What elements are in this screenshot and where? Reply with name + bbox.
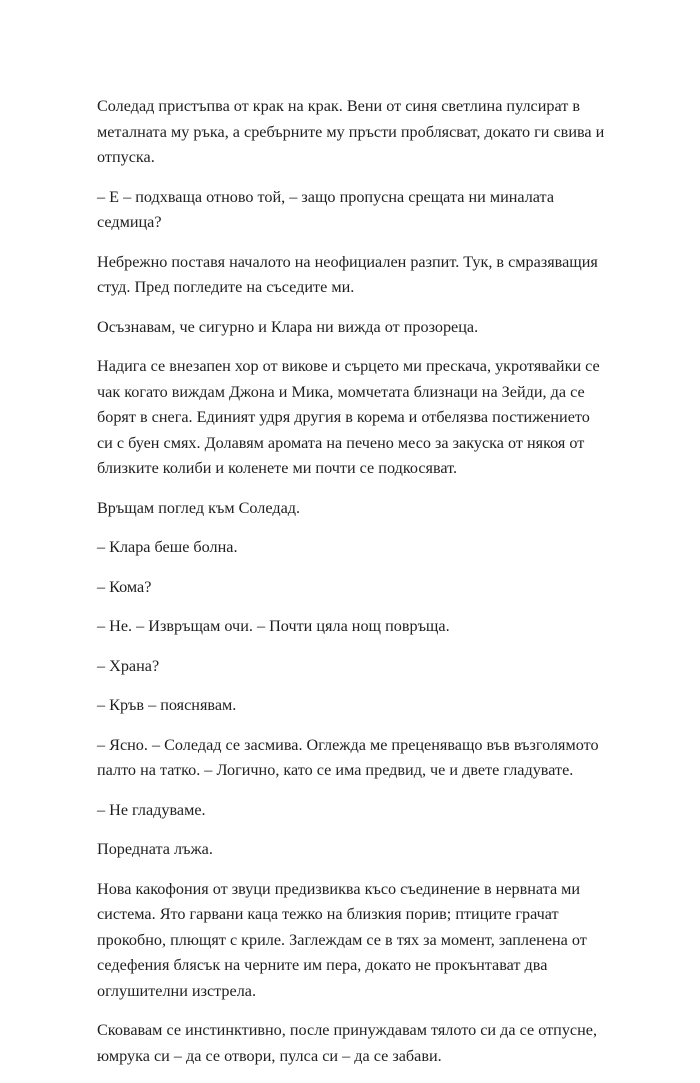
paragraph: – Кома?	[97, 577, 152, 596]
paragraph: – Храна?	[97, 656, 160, 675]
paragraph: Нова какофония от звуци предизвиква късо съединение в нервната ми система. Ято гарвани каца тежко на близкия порив; птиците грачат прокобно, плющят с криле. Заглеждам се в тях за момент, запленена от седефения блясък на черните им пера, докато не прокънтават два оглушителни изстрела.	[97, 879, 587, 1000]
text-body	[97, 94, 609, 1083]
paragraph: Осъзнавам, че сигурно и Клара ни вижда от прозореца.	[97, 317, 479, 336]
paragraph: – Не. – Извръщам очи. – Почти цяла нощ повръща.	[97, 617, 450, 635]
paragraph: Соледад пристъпва от крак на крак. Вени от синя светлина пулсират в металната му ръка, а сребърните му пръсти проблясват, докато ги свива и отпуска.	[97, 97, 605, 166]
paragraph: Надига се внезапен хор от викове и сърцето ми прескача, укротявайки се чак когато виждам Джона и Мика, момчетата близнаци на Зейди, да се борят в снега. Единият удря другия в корема и отбелязва постижението си с буен смях. Долавям аромата на печено месо за закуска от някоя от близките колиби и коленете ми почти се подкосяват.	[97, 357, 600, 477]
paragraph: Връщам поглед към Соледад.	[97, 498, 301, 517]
paragraph: Поредната лъжа.	[97, 840, 213, 858]
paragraph: – Не гладуваме.	[97, 800, 206, 819]
paragraph: Небрежно поставя началото на неофициален разпит. Тук, в смразяващия студ. Пред погледите на съседите ми.	[97, 252, 598, 296]
paragraph: – Клара беше болна.	[97, 538, 238, 556]
paragraph: – Кръв – пояснявам.	[97, 696, 237, 714]
paragraph: Сковавам се инстинктивно, после принуждавам тялото си да се отпусне, юмрука си – да се отвори, пулса си – да се забави.	[97, 1021, 598, 1065]
paragraph: – Е – подхваща отново той, – защо пропусна срещата ни миналата седмица?	[97, 187, 555, 231]
paragraph: – Ясно. – Соледад се засмива. Оглежда ме преценяващо във възголямото палто на татко. – Логично, като се има предвид, че и двете гладувате.	[97, 735, 599, 779]
